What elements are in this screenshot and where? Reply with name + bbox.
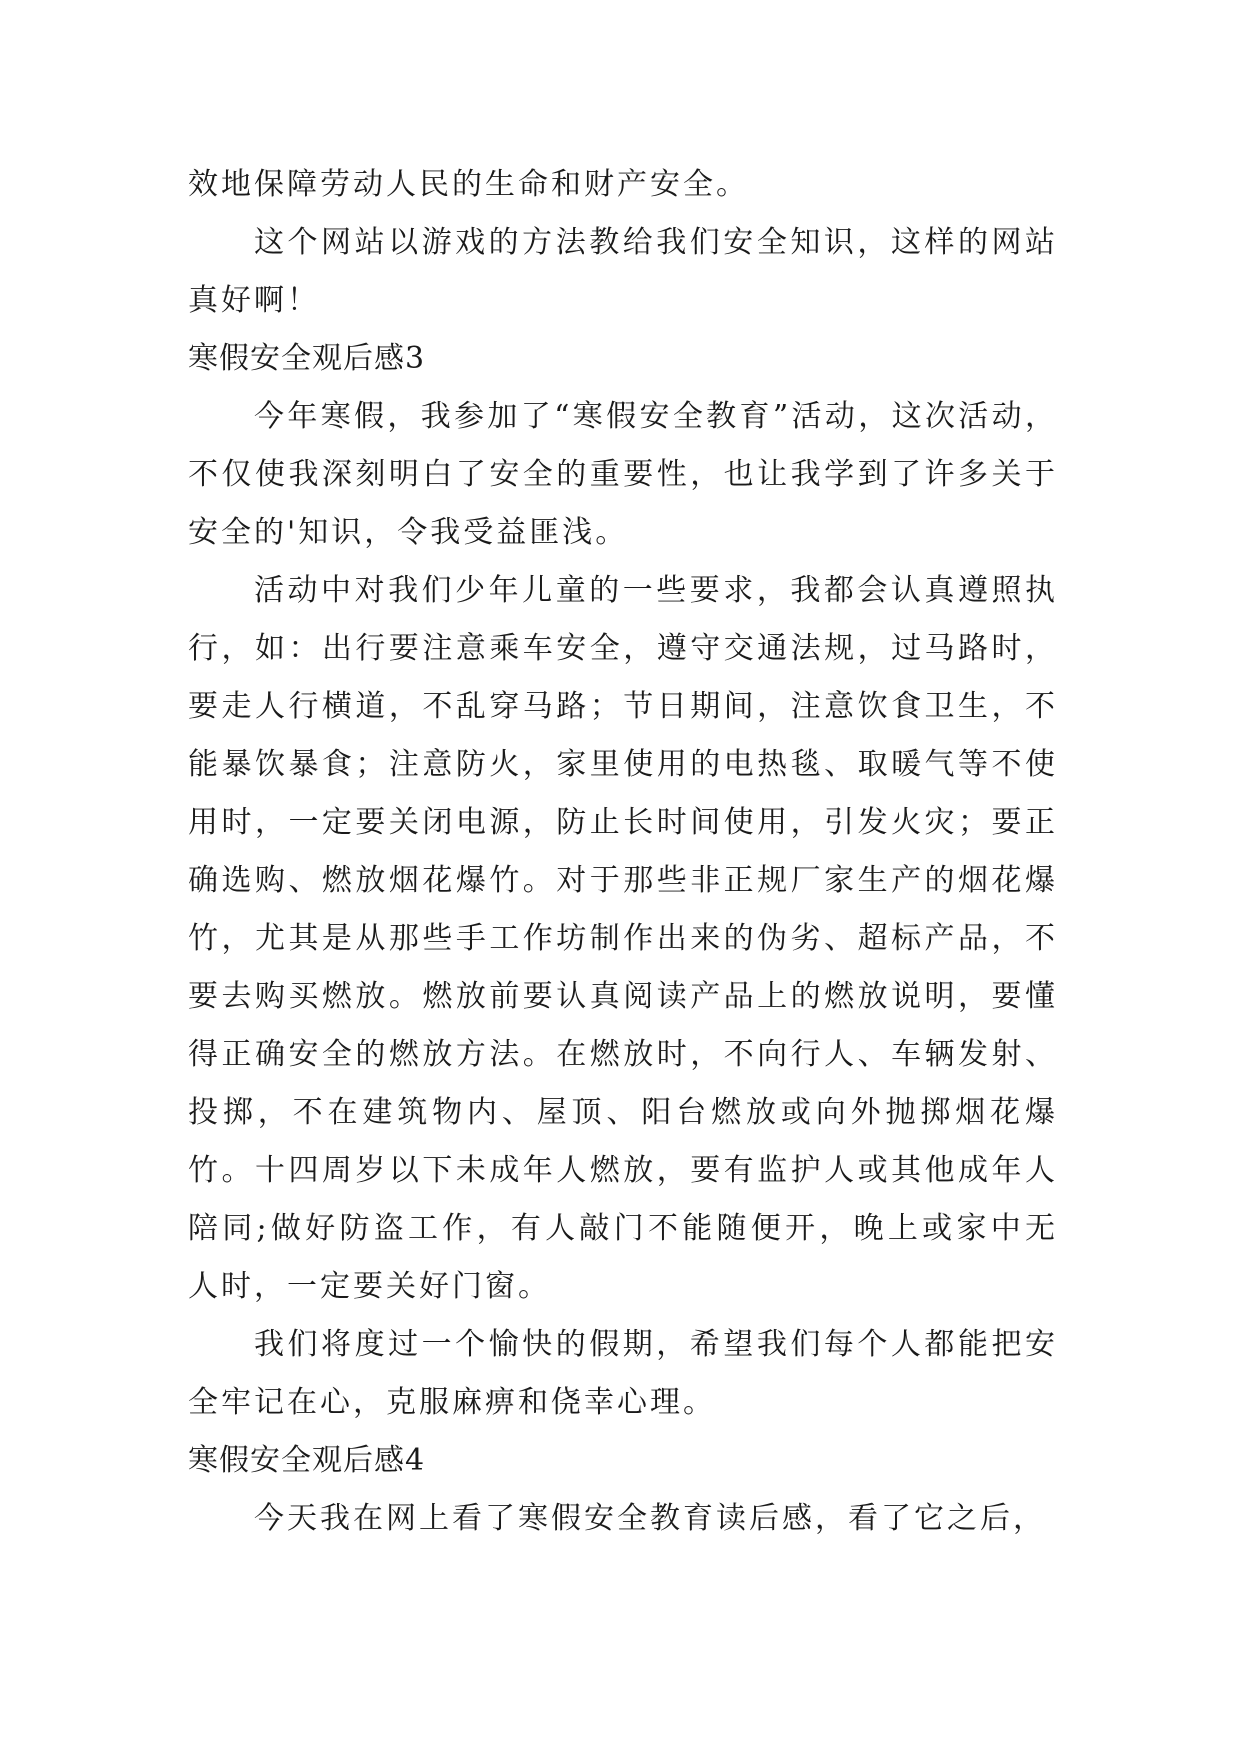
paragraph-holiday-wish: 我们将度过一个愉快的假期，希望我们每个人都能把安全牢记在心，克服麻痹和侥幸心理。 bbox=[188, 1327, 1058, 1420]
document-body bbox=[188, 156, 1058, 1548]
paragraph-safety-requirements: 活动中对我们少年儿童的一些要求，我都会认真遵照执行，如：出行要注意乘车安全，遵守交通法规，过马路时，要走人行横道，不乱穿马路；节日期间，注意饮食卫生，不能暴饮暴食；注意防火，家里使用的电热毯、取暖气等不使用时，一定要关闭电源，防止长时间使用，引发火灾；要正确选购、燃放烟花爆竹。对于那些非正规厂家生产的烟花爆竹，尤其是从那些手工作坊制作出来的伪劣、超标产品，不要去购买燃放。燃放前要认真阅读产品上的燃放说明，要懂得正确安全的燃放方法。在燃放时，不向行人、车辆发射、投掷，不在建筑物内、屋顶、阳台燃放或向外抛掷烟花爆竹。十四周岁以下未成年人燃放，要有监护人或其他成年人陪同;做好防盗工作，有人敲门不能随便开，晚上或家中无人时，一定要关好门窗。 bbox=[188, 573, 1058, 1304]
paragraph-continuation: 效地保障劳动人民的生命和财产安全。 bbox=[188, 167, 749, 202]
paragraph-website: 这个网站以游戏的方法教给我们安全知识，这样的网站真好啊！ bbox=[188, 225, 1058, 318]
section-heading-4: 寒假安全观后感4 bbox=[188, 1443, 426, 1478]
paragraph-today: 今天我在网上看了寒假安全教育读后感，看了它之后， bbox=[254, 1501, 1046, 1536]
paragraph-activity-intro: 今年寒假，我参加了“寒假安全教育”活动，这次活动，不仅使我深刻明白了安全的重要性，也让我学到了许多关于安全的'知识，令我受益匪浅。 bbox=[188, 399, 1058, 550]
section-heading-3: 寒假安全观后感3 bbox=[188, 341, 426, 376]
